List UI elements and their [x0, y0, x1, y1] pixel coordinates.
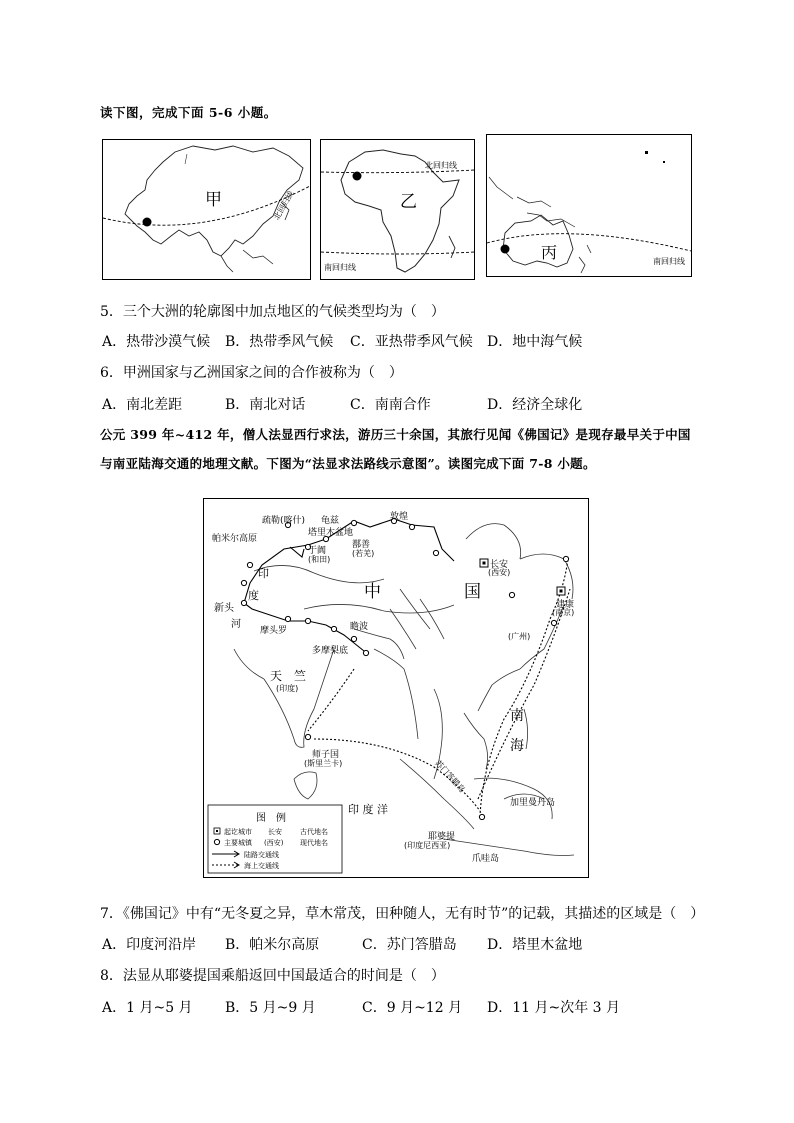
map-africa — [320, 139, 475, 280]
map-label-yi: 乙 — [400, 192, 417, 212]
place-kalimantan: 加里曼丹岛 — [510, 798, 556, 808]
q7-option-c: C．苏门答腊岛 — [362, 937, 457, 953]
legend-modern-name: 现代地名 — [300, 839, 328, 847]
label-yin: 印 — [258, 567, 269, 580]
dot-marker — [143, 218, 152, 227]
place-motouluo: 摩头罗 — [260, 626, 288, 636]
place-duomoliti: 多摩梨底 — [312, 646, 349, 656]
label-tianzhu: 天 竺 — [270, 669, 307, 683]
tropic-label: 北回归线 — [272, 189, 296, 222]
q5-option-c: C．亚热带季风气候 — [350, 334, 473, 350]
label-hai: 海 — [510, 738, 524, 754]
q5-option-b: B．热带季风气候 — [225, 334, 334, 350]
q8-option-c: C．9 月~12 月 — [362, 1000, 463, 1016]
place-java: 爪哇岛 — [472, 854, 500, 864]
dot-marker — [353, 172, 362, 181]
label-zhong: 中 — [364, 582, 381, 602]
question-7: 7．《佛国记》中有“无冬夏之异，草木常茂，田种随人，无有时节”的记载，其描述的区域是（ ） — [100, 906, 705, 922]
label-xin: 新 — [214, 603, 224, 614]
label-nan: 南 — [510, 708, 524, 724]
label-he: 河 — [231, 619, 241, 630]
paragraph-line-1: 公元 399 年~412 年，僧人法显西行求法，游历三十余国，其旅行见闻《佛国记》是现存最早关于中国 — [100, 427, 691, 442]
place-shanshan-modern: (若羌) — [352, 549, 375, 558]
label-indian-ocean: 印 度 洋 — [348, 803, 388, 816]
question-8: 8．法显从耶婆提国乘船返回中国最适合的时间是（ ） — [100, 968, 445, 984]
label-guo: 国 — [464, 582, 481, 602]
route-map — [203, 498, 589, 878]
place-changan: 长安 — [490, 560, 509, 570]
place-shule: 疏勒(喀什) — [262, 516, 306, 526]
q5-option-a: A．热带沙漠气候 — [102, 334, 211, 350]
q7-option-d: D．塔里木盆地 — [487, 937, 583, 953]
q8-option-a: A．1 月~5 月 — [102, 1000, 193, 1016]
place-shiziguo-modern: (斯里兰卡) — [304, 759, 343, 768]
legend-ancient-name: 古代地名 — [300, 828, 328, 836]
place-yepoti: 耶婆提 — [428, 832, 456, 842]
place-sumatra: 苏门答腊岛 — [433, 758, 467, 795]
map-asia — [102, 139, 311, 280]
map-label-bing: 丙 — [541, 243, 558, 262]
tropic-s-label: 南回归线 — [324, 263, 356, 272]
q8-option-b: B．5 月~9 月 — [225, 1000, 316, 1016]
q8-option-d: D．11 月~次年 3 月 — [487, 1000, 621, 1016]
label-du: 度 — [248, 589, 259, 602]
place-qiuci: 龟兹 — [321, 516, 340, 526]
dot-marker — [501, 245, 510, 254]
place-jiankang: 建康 — [556, 600, 575, 610]
label-tianzhu-modern: (印度) — [276, 684, 299, 693]
q6-option-b: B．南北对话 — [225, 397, 306, 413]
q6-option-a: A．南北差距 — [102, 397, 183, 413]
map-oceania — [486, 134, 692, 277]
legend-title: 图 例 — [256, 813, 286, 824]
q6-option-d: D．经济全球化 — [487, 397, 583, 413]
place-shiziguo: 师子国 — [312, 750, 340, 760]
place-yutian: 于阗 — [308, 546, 327, 556]
place-pamir: 帕米尔高原 — [212, 534, 258, 544]
question-5: 5．三个大洲的轮廓图中加点地区的气候类型均为（ ） — [100, 304, 445, 320]
label-tou: 头 — [224, 603, 234, 614]
place-dunhuang: 敦煌 — [390, 512, 409, 522]
q5-option-d: D．地中海气候 — [487, 334, 583, 350]
place-shanshan: 鄯善 — [352, 540, 371, 550]
q6-option-c: C．南南合作 — [350, 397, 431, 413]
place-tarim: 塔里木盆地 — [308, 528, 354, 538]
place-zhanbo: 瞻波 — [350, 622, 369, 632]
question-6: 6．甲洲国家与乙洲国家之间的合作被称为（ ） — [100, 365, 403, 381]
legend-xian: (西安) — [264, 839, 284, 847]
paragraph-line-2: 与南亚陆海交通的地理文献。下图为“法显求法路线示意图”。读图完成下面 7-8 小题。 — [100, 456, 596, 471]
oceania-outline — [487, 135, 691, 276]
place-guangzhou: (广州) — [508, 632, 531, 641]
map-label-jia: 甲 — [205, 190, 222, 210]
place-jiankang-modern: (南京) — [552, 608, 575, 617]
legend-main-town: 主要城镇 — [224, 839, 252, 847]
tropic-label: 南回归线 — [653, 257, 685, 266]
legend-land-route: 陆路交通线 — [244, 851, 279, 859]
place-yutian-modern: (和田) — [308, 555, 331, 564]
tropic-n-label: 北回归线 — [425, 161, 457, 170]
place-changan-modern: (西安) — [488, 568, 511, 577]
legend-start-city: 起讫城市 — [224, 828, 252, 836]
legend-changan: 长安 — [268, 828, 282, 836]
q7-option-a: A．印度河沿岸 — [102, 937, 197, 953]
q7-option-b: B．帕米尔高原 — [225, 937, 320, 953]
legend-sea-route: 海上交通线 — [244, 862, 279, 870]
place-yepoti-modern: (印度尼西亚) — [404, 841, 451, 850]
intro-text: 读下图，完成下面 5-6 小题。 — [100, 105, 277, 120]
